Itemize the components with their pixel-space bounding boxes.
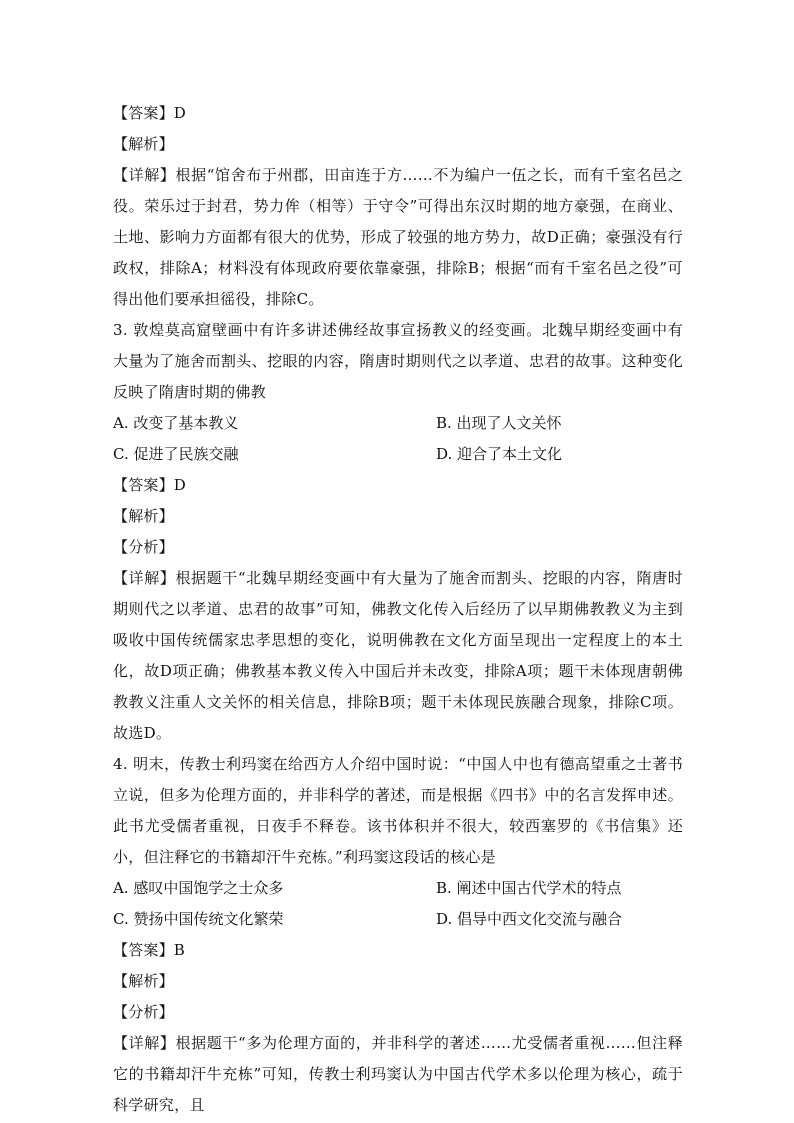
q2-analysis-heading: 【解析】 xyxy=(113,135,174,153)
q3-option-a: A. 改变了基本教义 xyxy=(113,414,239,432)
q3-options-row-2 xyxy=(113,439,683,470)
q4-stem: 4. 明末，传教士利玛窦在给西方人介绍中国时说：“中国人中也有德高望重之士著书立说，但多为伦理方面的，并非科学的著述，而是根据《四书》中的名言发挥申述。此书尤受儒者重视，日夜手不释卷。该书体积并不很大，较西塞罗的《书信集》还小，但注释它的书籍却汗牛充栋。”利玛窦这段话的核心是 xyxy=(113,755,683,866)
q4-breakdown-heading: 【分析】 xyxy=(113,1003,174,1021)
q4-option-c: C. 赞扬中国传统文化繁荣 xyxy=(113,910,284,928)
q4-option-d: D. 倡导中西文化交流与融合 xyxy=(436,910,623,928)
q4-detail: 【详解】根据题干“多为伦理方面的，并非科学的著述……尤受儒者重视……但注释它的书籍却汗牛充栋”可知，传教士利玛窦认为中国古代学术多以伦理为核心，疏于科学研究，且 xyxy=(113,1034,683,1114)
q4-option-a: A. 感叹中国饱学之士众多 xyxy=(113,879,284,897)
q2-detail: 【详解】根据“馆舍布于州郡，田亩连于方……不为编户一伍之长，而有千室名邑之役。荣乐过于封君，势力侔（相等）于守令”可得出东汉时期的地方豪强，在商业、土地、影响力方面都有很大的优势，形成了较强的地方势力，故D正确；豪强没有行政权，排除A；材料没有体现政府要依靠豪强，排除B；根据“而有千室名邑之役”可得出他们要承担徭役，排除C。 xyxy=(113,166,683,308)
q3-breakdown-heading: 【分析】 xyxy=(113,538,174,556)
q3-stem: 3. 敦煌莫高窟壁画中有许多讲述佛经故事宣扬教义的经变画。北魏早期经变画中有大量为了施舍而割头、挖眼的内容，隋唐时期则代之以孝道、忠君的故事。这种变化反映了隋唐时期的佛教 xyxy=(113,321,683,401)
q3-option-b: B. 出现了人文关怀 xyxy=(436,414,562,432)
document-page xyxy=(113,98,683,1121)
q3-option-d: D. 迎合了本土文化 xyxy=(436,445,563,463)
q4-options-row-1 xyxy=(113,873,683,904)
q4-option-b: B. 阐述中国古代学术的特点 xyxy=(436,879,622,897)
q3-detail: 【详解】根据题干“北魏早期经变画中有大量为了施舍而割头、挖眼的内容，隋唐时期则代之以孝道、忠君的故事”可知，佛教文化传入后经历了以早期佛教教义为主到吸收中国传统儒家忠孝思想的变化，说明佛教在文化方面呈现出一定程度上的本土化，故D项正确；佛教基本教义传入中国后并未改变，排除A项；题干未体现唐朝佛教教义注重人文关怀的相关信息，排除B项；题干未体现民族融合现象，排除C项。故选D。 xyxy=(113,569,683,742)
q4-analysis-heading: 【解析】 xyxy=(113,972,174,990)
q4-options-row-2 xyxy=(113,904,683,935)
q4-answer: 【答案】B xyxy=(113,941,186,959)
q2-answer: 【答案】D xyxy=(113,104,187,122)
q3-options-row-1 xyxy=(113,408,683,439)
q3-answer: 【答案】D xyxy=(113,476,187,494)
q3-analysis-heading: 【解析】 xyxy=(113,507,174,525)
q3-option-c: C. 促进了民族交融 xyxy=(113,445,239,463)
